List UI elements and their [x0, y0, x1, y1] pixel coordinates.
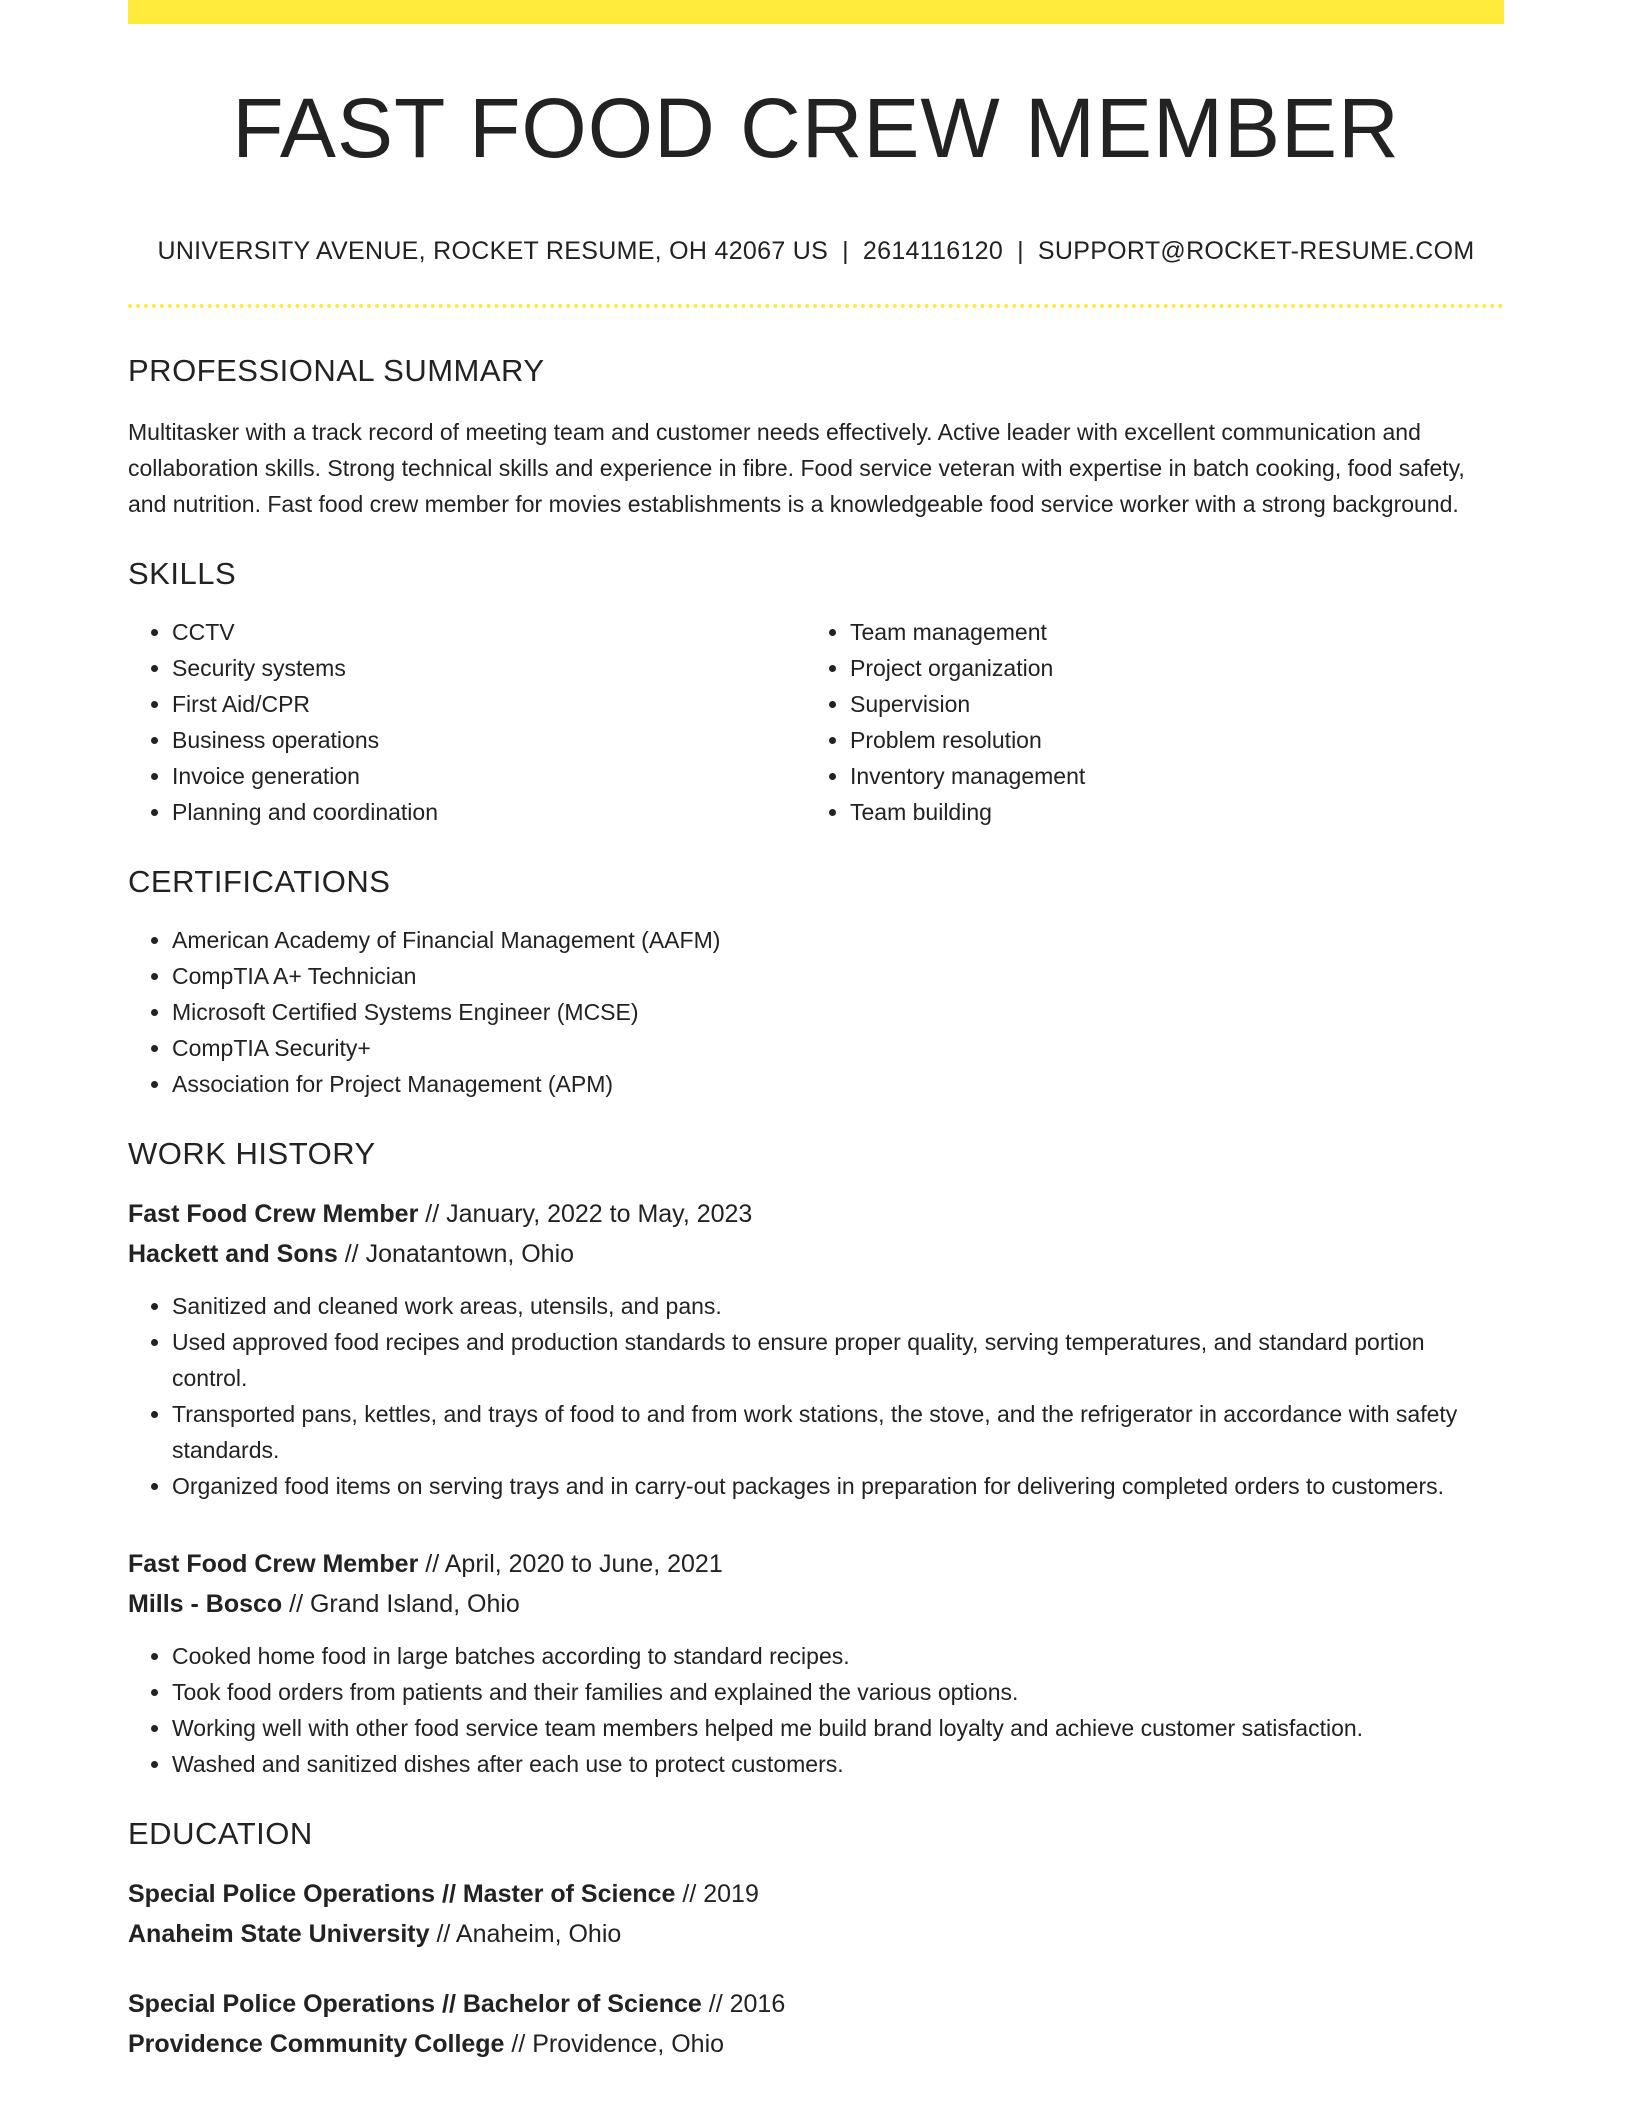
job-location: // Grand Island, Ohio — [289, 1590, 520, 1619]
job-company: Mills - Bosco — [128, 1590, 283, 1619]
job-company-line — [128, 1584, 1504, 1624]
address-text: UNIVERSITY AVENUE, ROCKET RESUME, OH 42067 US — [157, 237, 829, 266]
phone-text: 2614116120 — [862, 237, 1004, 266]
resume-page — [128, 0, 1504, 2064]
school-name: Providence Community College — [128, 2030, 505, 2059]
job-duty-item: • Organized food items on serving trays and in carry-out packages in preparation for delivering completed orders to customers. — [172, 1468, 1504, 1504]
job-entry — [128, 1194, 1504, 1504]
summary-heading: PROFESSIONAL SUMMARY — [128, 353, 545, 389]
job-duty-item: • Washed and sanitized dishes after each use to protect customers. — [172, 1746, 1504, 1782]
certification-item: • CompTIA Security+ — [172, 1030, 1504, 1066]
job-dates: // January, 2022 to May, 2023 — [425, 1200, 753, 1229]
job-title: Fast Food Crew Member — [128, 1200, 419, 1229]
school-name: Anaheim State University — [128, 1920, 430, 1949]
skills-heading: SKILLS — [128, 555, 237, 591]
job-dates: // April, 2020 to June, 2021 — [425, 1550, 723, 1579]
degree-line — [128, 1874, 1504, 1914]
skill-item: • Problem resolution — [850, 722, 1484, 758]
contact-separator: | — [842, 237, 849, 266]
certification-item: • Microsoft Certified Systems Engineer (MCSE) — [172, 994, 1504, 1030]
skill-item: • Business operations — [172, 722, 806, 758]
job-duty-item: • Sanitized and cleaned work areas, utensils, and pans. — [172, 1288, 1504, 1324]
certification-item: • CompTIA A+ Technician — [172, 958, 1504, 994]
skills-section — [128, 555, 1504, 830]
accent-bar — [128, 0, 1504, 24]
degree-year: // 2019 — [682, 1880, 759, 1909]
education-section — [128, 1815, 1504, 2064]
certifications-heading: CERTIFICATIONS — [128, 863, 391, 899]
job-duty-item: • Used approved food recipes and production standards to ensure proper quality, serving temperatures, and standard portion control. — [172, 1324, 1504, 1396]
skill-item: • Security systems — [172, 650, 806, 686]
skill-item: • Team management — [850, 614, 1484, 650]
job-duty-item: • Cooked home food in large batches according to standard recipes. — [172, 1638, 1504, 1674]
degree-year: // 2016 — [708, 1990, 786, 2019]
certifications-section — [128, 863, 1504, 1102]
job-location: // Jonatantown, Ohio — [344, 1240, 575, 1269]
job-title-line — [128, 1194, 1504, 1234]
school-line — [128, 1914, 1504, 1954]
job-duty-item: • Transported pans, kettles, and trays of food to and from work stations, the stove, and the refrigerator in accordance with safety standards. — [172, 1396, 1504, 1468]
skill-item: • Team building — [850, 794, 1484, 830]
job-duties-list — [128, 1638, 1504, 1782]
job-title-line — [128, 1544, 1504, 1584]
skills-grid — [128, 614, 1504, 830]
candidate-name: FAST FOOD CREW MEMBER — [232, 81, 1400, 175]
job-company: Hackett and Sons — [128, 1240, 338, 1269]
certification-item: • Association for Project Management (APM) — [172, 1066, 1504, 1102]
certifications-list — [128, 922, 1504, 1102]
degree-line — [128, 1984, 1504, 2024]
skills-list-right — [806, 614, 1484, 830]
education-entry — [128, 1874, 1504, 1954]
job-duty-item: • Working well with other food service team members helped me build brand loyalty and achieve customer satisfaction. — [172, 1710, 1504, 1746]
work-history-heading: WORK HISTORY — [128, 1135, 376, 1171]
skill-item: • Supervision — [850, 686, 1484, 722]
job-duties-list — [128, 1288, 1504, 1504]
education-entry — [128, 1984, 1504, 2064]
skill-item: • Invoice generation — [172, 758, 806, 794]
education-heading: EDUCATION — [128, 1816, 313, 1852]
dotted-divider — [128, 304, 1504, 308]
skill-item: • CCTV — [172, 614, 806, 650]
job-entry — [128, 1544, 1504, 1782]
summary-section — [128, 352, 1504, 521]
contact-separator: | — [1017, 237, 1024, 266]
email-link[interactable]: SUPPORT@ROCKET-RESUME.COM — [1037, 237, 1475, 266]
job-title: Fast Food Crew Member — [128, 1550, 419, 1579]
degree-title: Special Police Operations // Bachelor of Science — [128, 1990, 702, 2019]
job-duty-item: • Took food orders from patients and their families and explained the various options. — [172, 1674, 1504, 1710]
job-company-line — [128, 1234, 1504, 1274]
degree-title: Special Police Operations // Master of Science — [128, 1880, 676, 1909]
skill-item: • Project organization — [850, 650, 1484, 686]
skills-list-left — [128, 614, 806, 830]
skill-item: • Planning and coordination — [172, 794, 806, 830]
certification-item: • American Academy of Financial Management (AAFM) — [172, 922, 1504, 958]
contact-line — [128, 236, 1504, 266]
school-line — [128, 2024, 1504, 2064]
school-location: // Anaheim, Ohio — [436, 1920, 622, 1949]
skill-item: • First Aid/CPR — [172, 686, 806, 722]
work-history-section — [128, 1135, 1504, 1782]
skill-item: • Inventory management — [850, 758, 1484, 794]
summary-text: Multitasker with a track record of meeting team and customer needs effectively. Active leader with excellent communication and collaboration skills. Strong technical skills and experience in fibre. Food service veteran with expertise in batch cooking, food safety, and nutrition. Fast food crew member for movies establishments is a knowledgeable food service worker with a strong background. — [128, 418, 1465, 517]
school-location: // Providence, Ohio — [511, 2030, 725, 2059]
